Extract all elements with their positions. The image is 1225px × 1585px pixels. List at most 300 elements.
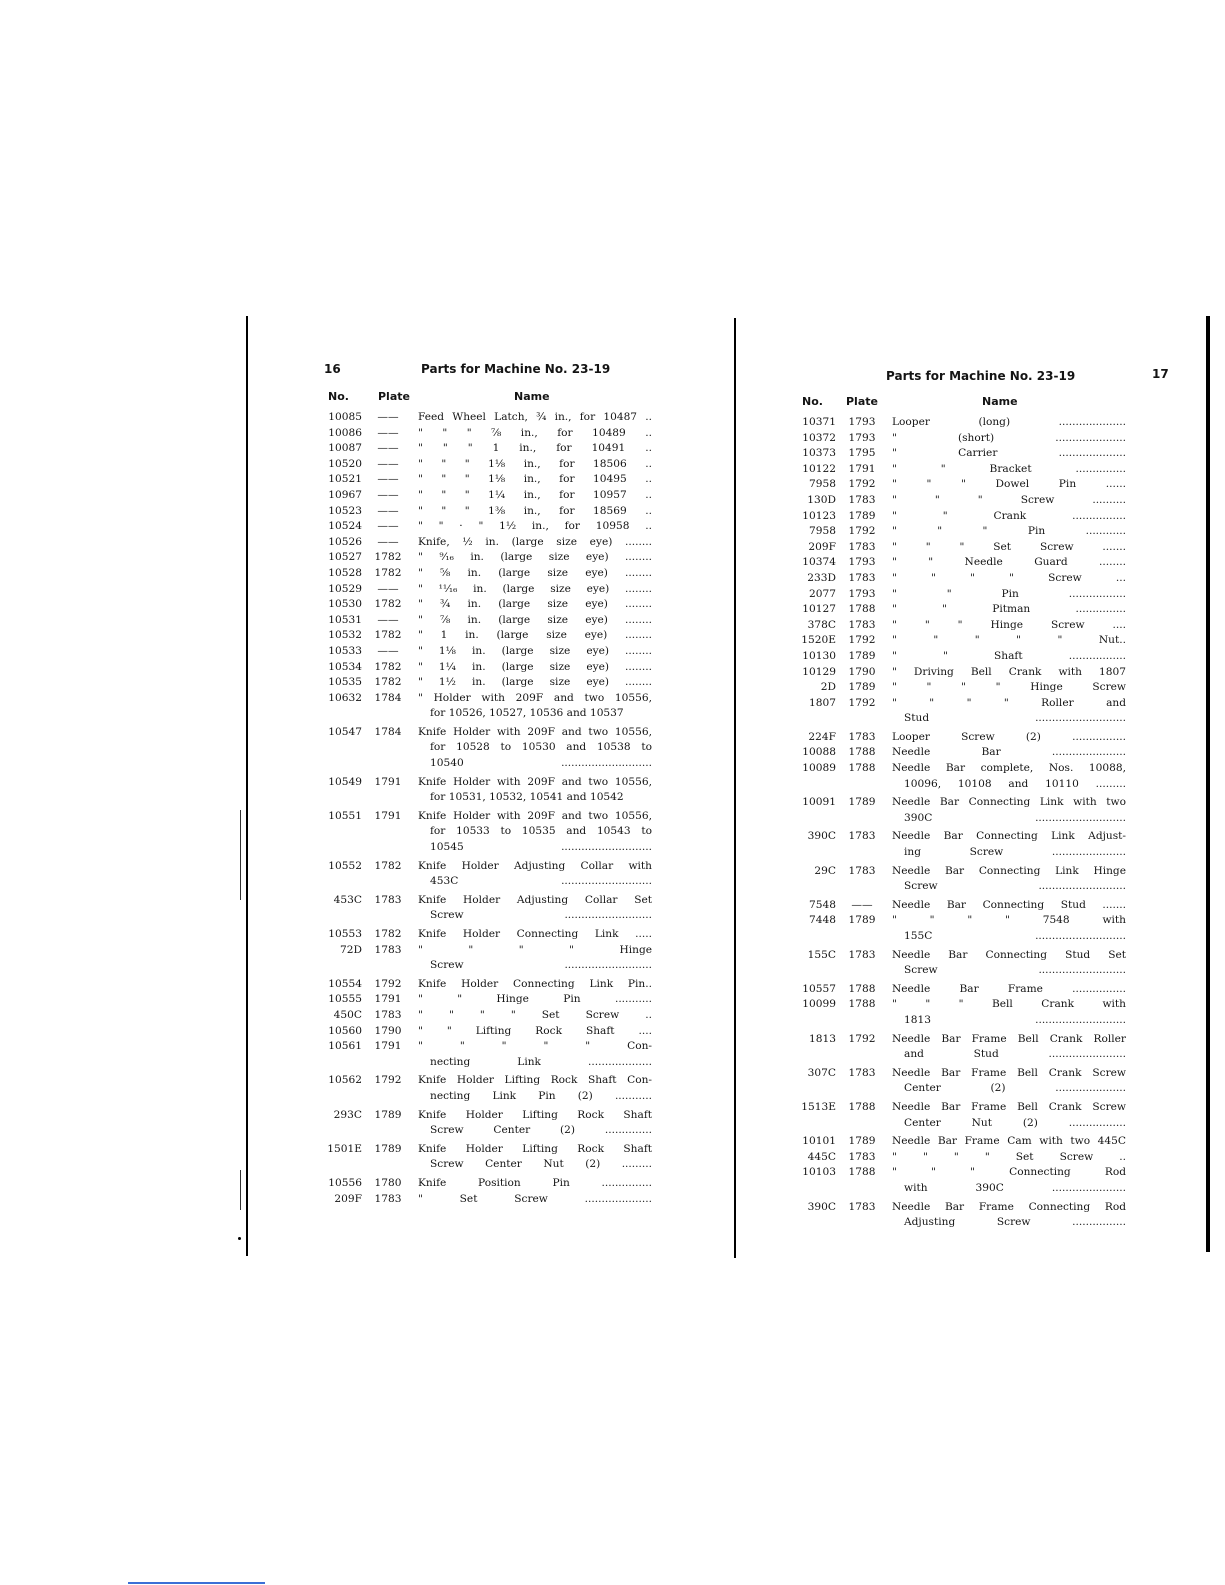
part-name-line: Needle Bar Frame Cam with two 445C	[892, 1135, 1126, 1148]
part-number: 10526	[328, 535, 362, 548]
plate-number: 1788	[848, 746, 876, 759]
right-page-number: 17	[1152, 367, 1169, 381]
part-name-line: " " " 1⅛ in., for 18506 ..	[418, 457, 652, 470]
part-name-line: Screw Center Nut (2) .........	[430, 1158, 652, 1171]
part-name	[418, 441, 652, 457]
part-number: 10632	[328, 691, 362, 704]
left-page-title: Parts for Machine No. 23-19	[421, 362, 611, 376]
part-name-line: " " Lifting Rock Shaft ....	[418, 1024, 652, 1037]
part-name	[418, 597, 652, 613]
part-number: 224F	[808, 730, 836, 743]
left-page-number: 16	[324, 362, 341, 376]
parts-row	[796, 1134, 1126, 1150]
part-name-line: Needle Bar Frame Bell Crank Roller	[892, 1032, 1126, 1045]
part-name-line: Stud ...........................	[904, 712, 1126, 725]
part-number: 10086	[328, 426, 362, 439]
plate-number: 1783	[848, 864, 876, 877]
part-number: 155C	[807, 948, 836, 961]
part-number: 10087	[328, 442, 362, 455]
parts-row	[322, 809, 652, 856]
plate-number: 1795	[848, 447, 876, 460]
parts-row	[322, 660, 652, 676]
parts-row	[796, 761, 1126, 792]
part-name-line: for 10526, 10527, 10536 and 10537	[430, 707, 624, 720]
part-name	[892, 1100, 1126, 1131]
col-header-no: No.	[802, 395, 823, 408]
part-name-line: " " " ⅞ in., for 10489 ..	[418, 426, 652, 439]
parts-row	[796, 997, 1126, 1028]
right-parts-list	[796, 415, 1126, 1234]
plate-number: ——	[851, 898, 873, 911]
part-number: 10089	[802, 762, 836, 775]
part-name-line: Needle Bar Frame Bell Crank Screw	[892, 1100, 1126, 1113]
part-name-line: Knife, ½ in. (large size eye) ........	[418, 535, 652, 548]
part-name	[418, 893, 652, 924]
part-number: 10091	[802, 796, 836, 809]
part-number: 2077	[809, 587, 836, 600]
plate-number: 1791	[374, 1040, 402, 1053]
part-name	[892, 633, 1126, 649]
plate-number: 1783	[848, 493, 876, 506]
plate-number: 1780	[374, 1176, 402, 1189]
part-number: 10556	[328, 1176, 362, 1189]
part-number: 10122	[802, 462, 836, 475]
part-number: 378C	[807, 618, 836, 631]
parts-row	[796, 1032, 1126, 1063]
plate-number: 1784	[374, 691, 402, 704]
part-name-line: Looper Screw (2) ................	[892, 730, 1126, 743]
left-margin-mark	[240, 810, 241, 900]
part-name-line: " ⁹⁄₁₆ in. (large size eye) ........	[418, 551, 652, 564]
part-name	[418, 1073, 652, 1104]
plate-number: 1782	[374, 551, 402, 564]
parts-row	[796, 446, 1126, 462]
parts-row	[322, 927, 652, 943]
parts-row	[796, 415, 1126, 431]
parts-row	[322, 504, 652, 520]
parts-row	[322, 1176, 652, 1192]
parts-row	[796, 540, 1126, 556]
right-column-headers	[796, 395, 1126, 411]
part-name	[892, 649, 1126, 665]
parts-row	[796, 509, 1126, 525]
part-name-line: " (short) .....................	[892, 431, 1126, 444]
part-name-line: " " Needle Guard ........	[892, 556, 1126, 569]
parts-row	[322, 977, 652, 993]
plate-number: 1790	[374, 1024, 402, 1037]
part-name	[418, 675, 652, 691]
part-name-line: Screw ..........................	[430, 959, 652, 972]
plate-number: 1792	[374, 1074, 402, 1087]
part-number: 10551	[328, 809, 362, 822]
part-number: 10127	[802, 603, 836, 616]
part-name-line: Screw Center (2) ..............	[430, 1124, 652, 1137]
plate-number: 1784	[374, 725, 402, 738]
plate-number: 1793	[848, 431, 876, 444]
parts-row	[796, 913, 1126, 944]
part-name-line: " Carrier ....................	[892, 447, 1126, 460]
plate-number: 1783	[848, 1066, 876, 1079]
part-name-line: " Set Screw ....................	[418, 1192, 652, 1205]
part-name-line: Needle Bar complete, Nos. 10088,	[892, 762, 1126, 775]
part-name	[418, 457, 652, 473]
parts-row	[322, 426, 652, 442]
part-name	[892, 555, 1126, 571]
plate-number: 1782	[374, 598, 402, 611]
part-name-line: Knife Holder Connecting Link .....	[418, 928, 652, 940]
part-number: 293C	[333, 1108, 362, 1121]
part-name	[418, 1142, 652, 1173]
part-name-line: and Stud .......................	[904, 1048, 1126, 1061]
part-number: 450C	[333, 1008, 362, 1021]
part-name	[892, 696, 1126, 727]
part-number: 7958	[809, 478, 836, 491]
col-header-no: No.	[328, 390, 349, 403]
part-name-line: Needle Bar Frame Connecting Rod	[892, 1200, 1126, 1213]
part-name	[892, 1032, 1126, 1063]
part-name-line: " " " 1⅛ in., for 10495 ..	[418, 473, 652, 486]
part-name-line: necting Link ...................	[430, 1055, 652, 1068]
part-name	[892, 602, 1126, 618]
part-name	[418, 1176, 652, 1192]
part-name	[892, 665, 1126, 681]
part-number: 72D	[340, 943, 362, 956]
plate-number: 1788	[848, 1100, 876, 1113]
parts-row	[796, 864, 1126, 895]
parts-row	[796, 524, 1126, 540]
parts-row	[796, 587, 1126, 603]
part-name	[892, 493, 1126, 509]
plate-number: ——	[377, 426, 399, 439]
plate-number: 1783	[374, 1008, 402, 1021]
part-name-line: Needle Bar Frame ................	[892, 982, 1126, 995]
part-number: 10130	[802, 649, 836, 662]
plate-number: 1788	[848, 982, 876, 995]
part-name-line: " " " " Roller and	[892, 696, 1126, 709]
plate-number: 1783	[848, 618, 876, 631]
left-margin-mark	[240, 1170, 241, 1210]
parts-row	[322, 582, 652, 598]
plate-number: 1789	[374, 1108, 402, 1121]
parts-row	[322, 992, 652, 1008]
plate-number: 1782	[374, 859, 402, 872]
parts-row	[796, 795, 1126, 826]
part-name-line: Center Nut (2) .................	[904, 1116, 1126, 1129]
part-number: 7958	[809, 525, 836, 538]
part-name-line: " " Shaft .................	[892, 649, 1126, 662]
plate-number: 1789	[848, 649, 876, 662]
part-number: 10533	[328, 644, 362, 657]
part-number: 10534	[328, 660, 362, 673]
part-name-line: " ¾ in. (large size eye) ........	[418, 598, 652, 611]
part-number: 445C	[807, 1150, 836, 1163]
plate-number: 1789	[848, 509, 876, 522]
part-name-line: " " " Connecting Rod	[892, 1166, 1126, 1179]
right-page-header	[796, 367, 1169, 385]
plate-number: 1783	[374, 1192, 402, 1205]
part-name	[418, 566, 652, 582]
part-number: 7448	[809, 914, 836, 927]
part-name-line: Adjusting Screw ................	[904, 1216, 1126, 1229]
plate-number: 1790	[848, 665, 876, 678]
part-name	[892, 1134, 1126, 1150]
part-name	[892, 745, 1126, 761]
plate-number: 1783	[848, 1200, 876, 1213]
parts-row	[796, 477, 1126, 493]
plate-number: 1783	[374, 943, 402, 956]
center-binding-rule	[734, 318, 736, 1258]
part-number: 10549	[328, 775, 362, 788]
part-name	[892, 948, 1126, 979]
part-name-line: Knife Holder Adjusting Collar Set	[418, 893, 652, 906]
part-number: 1813	[809, 1032, 836, 1045]
part-name-line: ing Screw ......................	[904, 846, 1126, 859]
parts-row	[322, 566, 652, 582]
part-name-line: " ⅞ in. (large size eye) ........	[418, 613, 652, 626]
part-name	[418, 582, 652, 598]
part-number: 10527	[328, 551, 362, 564]
part-name	[892, 462, 1126, 478]
part-name-line: necting Link Pin (2) ...........	[430, 1089, 652, 1102]
plate-number: ——	[377, 582, 399, 595]
part-name	[892, 829, 1126, 860]
part-name-line: Needle Bar Connecting Link Adjust-	[892, 830, 1126, 843]
plate-number: ——	[377, 613, 399, 626]
part-name-line: " " " Pin ............	[892, 525, 1126, 538]
plate-number: ——	[377, 535, 399, 548]
part-name	[418, 775, 652, 806]
parts-row	[322, 1008, 652, 1024]
plate-number: 1791	[374, 809, 402, 822]
part-name-line: Needle Bar Connecting Link with two	[892, 796, 1126, 809]
part-name-line: " ¹¹⁄₁₆ in. (large size eye) ........	[418, 582, 652, 595]
part-name	[418, 488, 652, 504]
part-name	[418, 1039, 652, 1070]
parts-row	[796, 571, 1126, 587]
part-name	[418, 660, 652, 676]
right-page	[796, 367, 1169, 1234]
part-name-line: " " " " Hinge	[418, 943, 652, 956]
part-name-line: Knife Holder Lifting Rock Shaft	[418, 1142, 652, 1155]
plate-number: 1793	[848, 556, 876, 569]
part-number: 1520E	[801, 634, 836, 647]
part-number: 10085	[328, 411, 362, 423]
part-name-line: " " " Dowel Pin ......	[892, 478, 1126, 491]
part-name-line: Needle Bar Frame Bell Crank Screw	[892, 1066, 1126, 1079]
row-gap	[796, 1231, 1126, 1234]
parts-row	[322, 519, 652, 535]
part-name-line: " " " Screw ..........	[892, 493, 1126, 506]
part-number: 10520	[328, 457, 362, 470]
plate-number: ——	[377, 644, 399, 657]
plate-number: 1793	[848, 587, 876, 600]
part-name	[418, 426, 652, 442]
part-number: 10562	[328, 1074, 362, 1087]
col-header-plate: Plate	[378, 390, 410, 403]
parts-row	[322, 613, 652, 629]
part-name-line: " " Crank ................	[892, 509, 1126, 522]
part-name-line: 155C ...........................	[904, 930, 1126, 942]
plate-number: ——	[377, 411, 399, 423]
part-name-line: " " Bracket ...............	[892, 462, 1126, 475]
part-name-line: " " · " 1½ in., for 10958 ..	[418, 520, 652, 533]
part-number: 10561	[328, 1040, 362, 1053]
plate-number: 1783	[848, 1150, 876, 1163]
part-number: 233D	[807, 571, 836, 584]
part-number: 10560	[328, 1024, 362, 1037]
part-name-line: " " " Bell Crank with	[892, 998, 1126, 1011]
parts-row	[796, 982, 1126, 998]
part-name	[418, 977, 652, 993]
part-name-line: Knife Holder Lifting Rock Shaft	[418, 1108, 652, 1121]
part-number: 10374	[802, 556, 836, 569]
part-name-line: 1813 ...........................	[904, 1013, 1126, 1026]
right-edge-rule	[1206, 316, 1210, 1252]
part-name	[892, 730, 1126, 746]
part-name	[892, 997, 1126, 1028]
part-name	[892, 446, 1126, 462]
part-name	[892, 1200, 1126, 1231]
parts-row	[796, 829, 1126, 860]
left-page	[322, 362, 652, 1207]
part-name-line: Knife Holder Lifting Rock Shaft Con-	[418, 1074, 652, 1087]
part-name-line: " " " 1¼ in., for 10957 ..	[418, 488, 652, 501]
part-name	[418, 1108, 652, 1139]
part-name-line: " 1⅛ in. (large size eye) ........	[418, 644, 652, 657]
part-name-line: " " " 1⅜ in., for 18569 ..	[418, 504, 652, 517]
part-name	[892, 982, 1126, 998]
plate-number: 1782	[374, 566, 402, 579]
part-name	[418, 1008, 652, 1024]
part-name	[892, 571, 1126, 587]
part-name-line: " " " " Screw ...	[892, 571, 1126, 584]
part-name-line: " " Hinge Pin ...........	[418, 993, 652, 1006]
parts-row	[796, 1100, 1126, 1131]
parts-row	[322, 457, 652, 473]
part-number: 10535	[328, 676, 362, 689]
footer-link-underline[interactable]	[128, 1582, 265, 1584]
plate-number: ——	[377, 457, 399, 470]
part-name	[418, 943, 652, 974]
col-header-name: Name	[514, 390, 550, 403]
part-number: 10557	[802, 982, 836, 995]
parts-row	[796, 696, 1126, 727]
part-name	[418, 859, 652, 890]
part-name-line: 453C ...........................	[430, 875, 652, 888]
part-name-line: with 390C ......................	[904, 1181, 1126, 1194]
part-number: 10552	[328, 859, 362, 872]
part-name-line: " " " " Hinge Screw	[892, 681, 1126, 694]
part-number: 10103	[802, 1166, 836, 1179]
part-name	[892, 864, 1126, 895]
plate-number: 1789	[848, 914, 876, 927]
part-name-line: " 1 in. (large size eye) ........	[418, 629, 652, 642]
part-number: 10524	[328, 520, 362, 533]
part-name-line: " " " " Set Screw ..	[892, 1150, 1126, 1163]
parts-row	[322, 488, 652, 504]
parts-row	[796, 649, 1126, 665]
part-number: 10967	[328, 488, 362, 501]
parts-row	[322, 441, 652, 457]
part-number: 1501E	[327, 1142, 362, 1155]
parts-row	[322, 1192, 652, 1208]
left-column-headers	[322, 390, 652, 406]
plate-number: 1792	[374, 977, 402, 990]
parts-row	[322, 1108, 652, 1139]
part-name	[418, 504, 652, 520]
plate-number: 1783	[848, 830, 876, 843]
parts-row	[796, 1200, 1126, 1231]
part-name-line: " " Pin .................	[892, 587, 1126, 600]
part-name	[418, 644, 652, 660]
part-name-line: Knife Holder with 209F and two 10556,	[418, 775, 652, 788]
part-name-line: " Holder with 209F and two 10556,	[418, 691, 652, 704]
part-name	[418, 519, 652, 535]
plate-number: 1782	[374, 629, 402, 642]
part-name	[418, 992, 652, 1008]
part-number: 10554	[328, 977, 362, 990]
part-name-line: Knife Holder with 209F and two 10556,	[418, 725, 652, 738]
part-name	[892, 540, 1126, 556]
parts-row	[322, 410, 652, 426]
part-name-line: Feed Wheel Latch, ¾ in., for 10487 ..	[418, 411, 652, 423]
plate-number: 1791	[374, 775, 402, 788]
part-number: 1513E	[801, 1100, 836, 1113]
parts-row	[796, 633, 1126, 649]
part-number: 10371	[802, 416, 836, 428]
part-name	[418, 535, 652, 551]
plate-number: 1782	[374, 660, 402, 673]
parts-row	[322, 628, 652, 644]
part-name	[892, 761, 1126, 792]
part-name	[892, 431, 1126, 447]
part-name	[418, 410, 652, 426]
plate-number: 1783	[848, 571, 876, 584]
plate-number: 1792	[848, 525, 876, 538]
part-name-line: " " " " 7548 with	[892, 914, 1126, 927]
parts-row	[796, 730, 1126, 746]
part-name	[418, 809, 652, 856]
parts-row	[322, 597, 652, 613]
part-name	[418, 927, 652, 943]
part-name	[892, 898, 1126, 914]
part-number: 10531	[328, 613, 362, 626]
plate-number: 1783	[848, 948, 876, 961]
speck	[238, 1237, 241, 1240]
parts-row	[796, 680, 1126, 696]
part-number: 10101	[802, 1135, 836, 1148]
part-name-line: Screw ..........................	[430, 909, 652, 922]
part-number: 10530	[328, 598, 362, 611]
part-name	[892, 1165, 1126, 1196]
plate-number: 1792	[848, 1032, 876, 1045]
part-name	[892, 680, 1126, 696]
parts-row	[322, 943, 652, 974]
part-number: 10099	[802, 998, 836, 1011]
plate-number: 1792	[848, 478, 876, 491]
plate-number: 1788	[848, 998, 876, 1011]
part-name	[418, 550, 652, 566]
plate-number: 1792	[848, 696, 876, 709]
parts-row	[322, 1039, 652, 1070]
part-name-line: Needle Bar Connecting Link Hinge	[892, 864, 1126, 877]
part-number: 1807	[809, 696, 836, 709]
part-name-line: " " " 1 in., for 10491 ..	[418, 442, 652, 455]
part-name-line: for 10528 to 10530 and 10538 to	[430, 741, 652, 754]
part-name	[892, 587, 1126, 603]
parts-row	[322, 644, 652, 660]
plate-number: 1789	[848, 681, 876, 694]
